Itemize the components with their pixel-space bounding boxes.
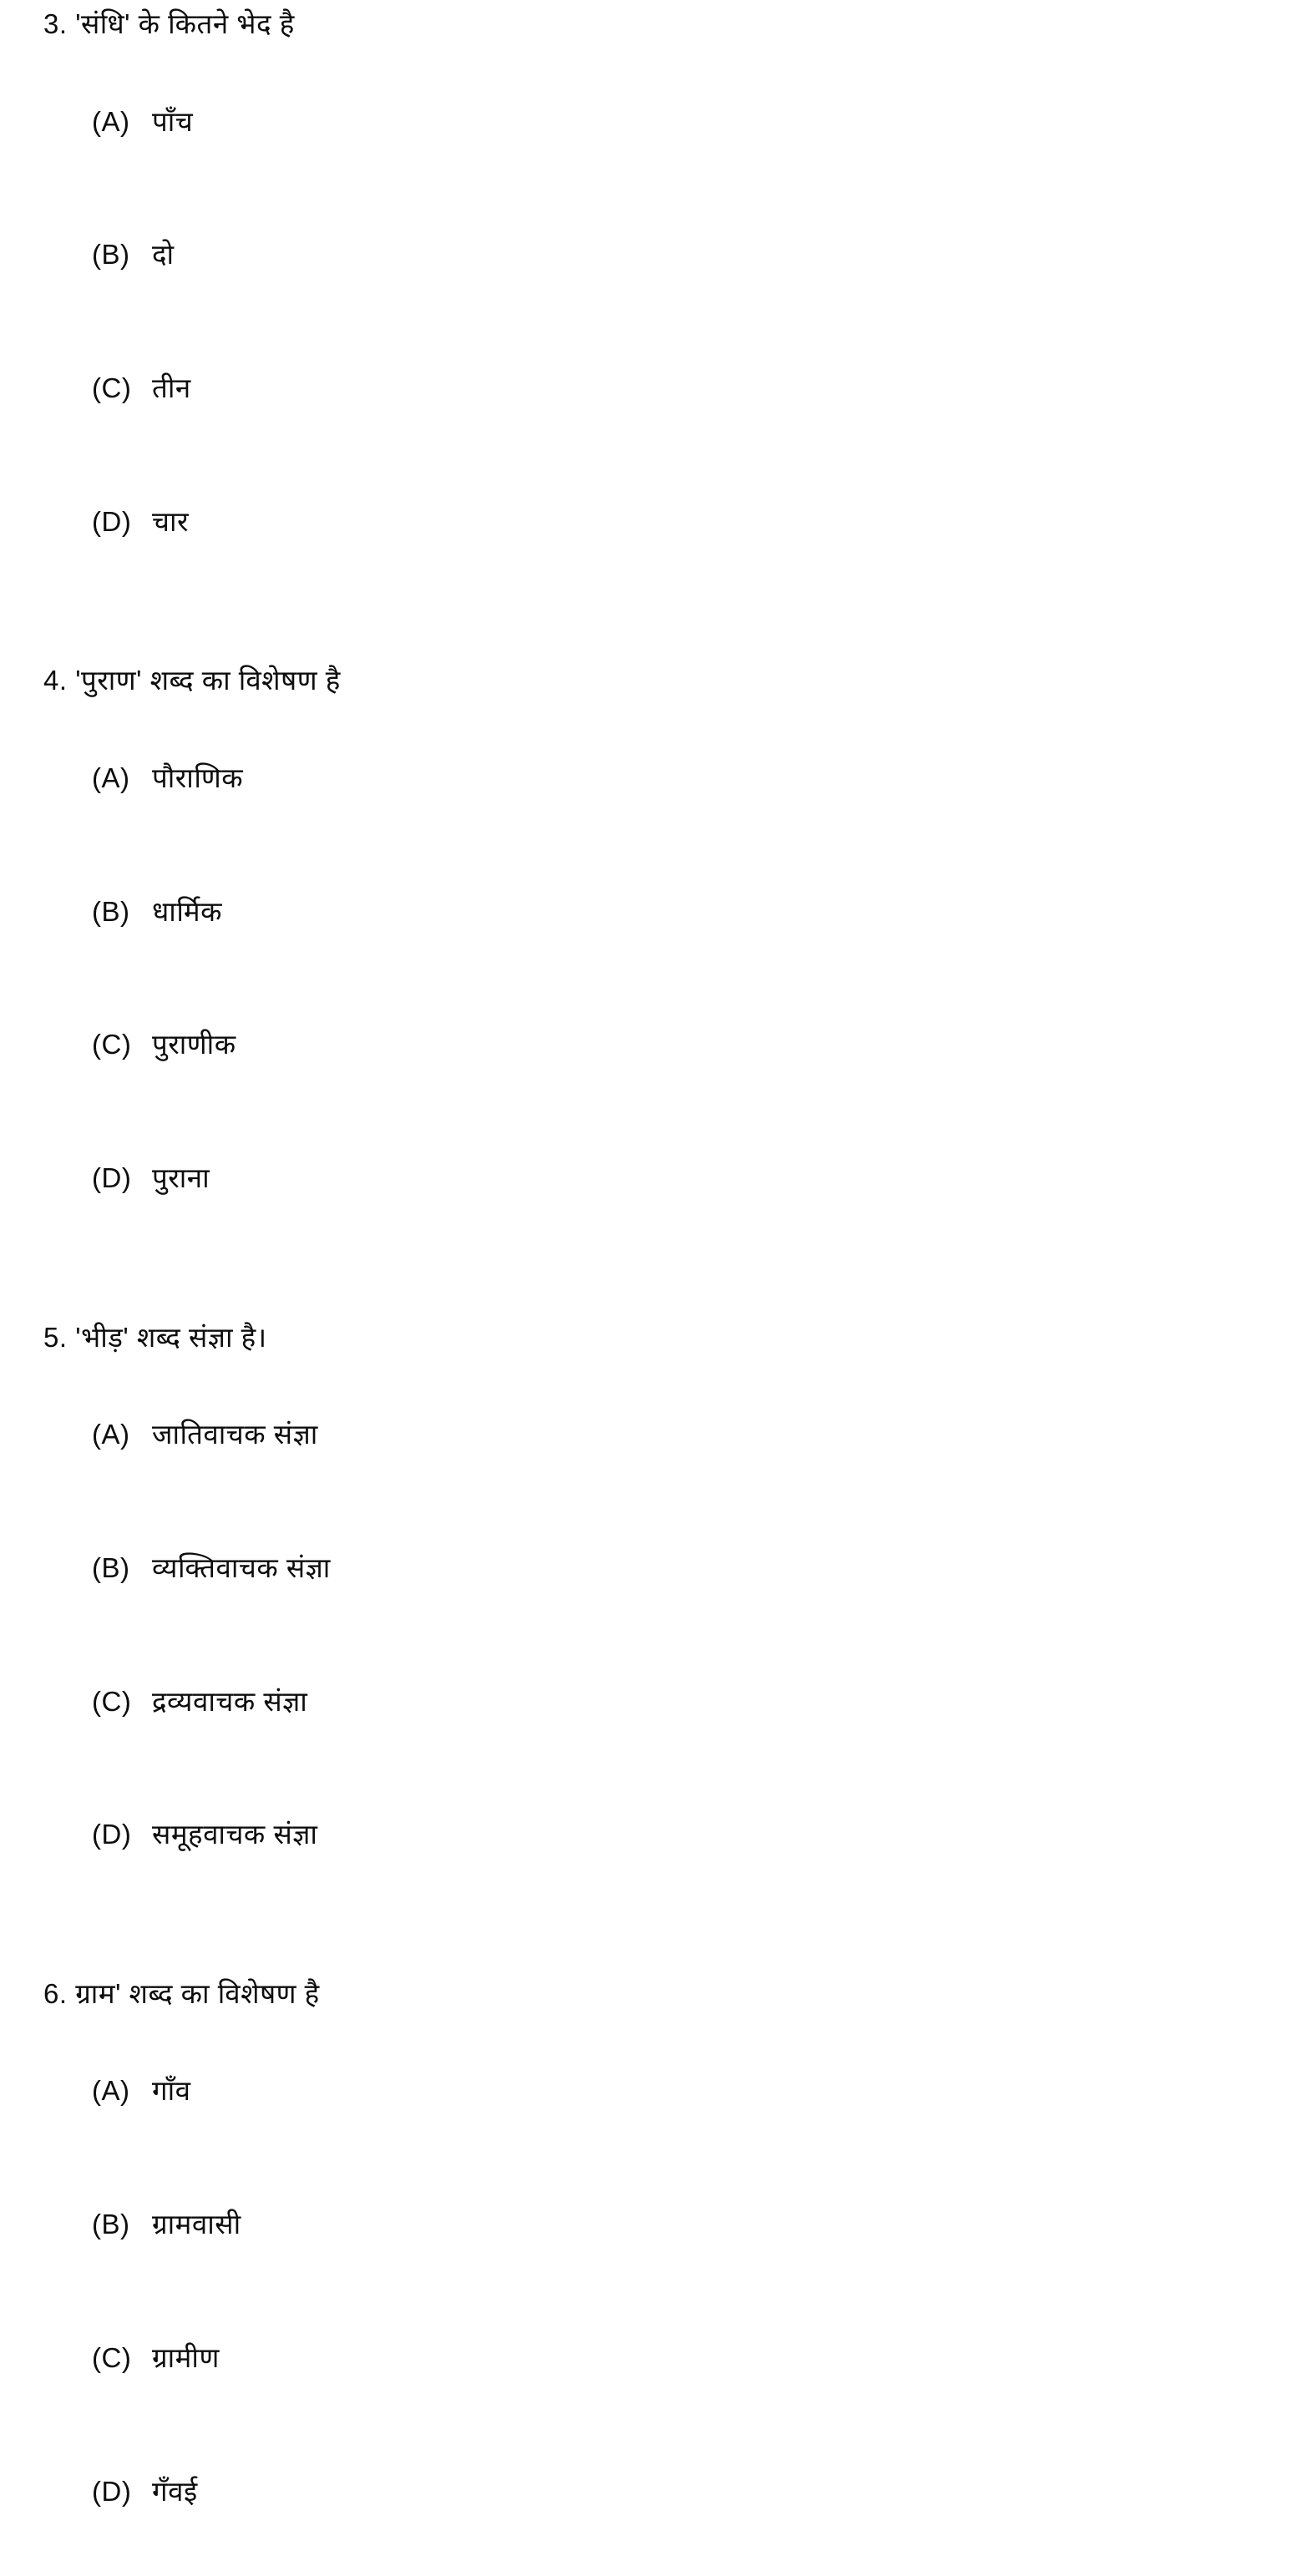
- option-row[interactable]: [43, 993, 1242, 1096]
- option-text: चार: [152, 505, 190, 537]
- option-row[interactable]: [43, 470, 1242, 574]
- option-label: (A): [92, 105, 130, 137]
- option-text: पुराणीक: [152, 1029, 236, 1060]
- option-label: (D): [92, 1819, 132, 1850]
- option-text: गँवई: [152, 2475, 198, 2507]
- question-block: [43, 663, 1242, 1229]
- option-row[interactable]: [43, 1516, 1242, 1620]
- option-label: (B): [92, 2209, 130, 2239]
- question-text: 4. 'पुराण' शब्द का विशेषण है: [43, 665, 341, 696]
- option-text: जातिवाचक संज्ञा: [152, 1419, 318, 1450]
- question-block: [43, 1976, 1242, 2543]
- option-label: (B): [92, 239, 130, 271]
- question-text: 6. ग्राम' शब्द का विशेषण है: [43, 1977, 320, 2009]
- option-label: (B): [92, 1551, 130, 1583]
- option-text: तीन: [152, 372, 191, 403]
- option-text: पौराणिक: [152, 762, 244, 793]
- option-row[interactable]: [43, 2039, 1242, 2143]
- option-text: ग्रामीण: [152, 2341, 220, 2373]
- option-row[interactable]: [43, 1649, 1242, 1753]
- option-text: गाँव: [152, 2075, 191, 2107]
- question-text: 5. 'भीड़' शब्द संज्ञा है।: [43, 1321, 267, 1353]
- option-row[interactable]: [43, 203, 1242, 306]
- option-row[interactable]: [43, 2439, 1242, 2543]
- option-label: (C): [92, 1685, 132, 1717]
- option-row[interactable]: [43, 2306, 1242, 2410]
- option-row[interactable]: [43, 859, 1242, 963]
- option-row[interactable]: [43, 1783, 1242, 1886]
- option-text: द्रव्यवाचक संज्ञा: [152, 1685, 308, 1717]
- question-block: [43, 7, 1242, 573]
- option-text: दो: [152, 239, 175, 271]
- option-label: (D): [92, 2475, 132, 2507]
- option-text: धार्मिक: [152, 895, 222, 927]
- option-text: समूहवाचक संज्ञा: [152, 1819, 318, 1850]
- option-label: (A): [92, 1419, 130, 1450]
- option-text: व्यक्तिवाचक संज्ञा: [152, 1551, 331, 1583]
- option-text: ग्रामवासी: [152, 2209, 241, 2239]
- option-label: (C): [92, 2341, 132, 2373]
- option-label: (D): [92, 505, 132, 537]
- option-row[interactable]: [43, 726, 1242, 830]
- option-row[interactable]: [43, 2173, 1242, 2276]
- option-row[interactable]: [43, 69, 1242, 173]
- option-label: (B): [92, 895, 130, 927]
- option-label: (C): [92, 1029, 132, 1060]
- option-row[interactable]: [43, 1383, 1242, 1486]
- option-label: (A): [92, 2075, 130, 2107]
- option-text: पाँच: [152, 105, 194, 137]
- option-label: (C): [92, 372, 132, 403]
- option-text: पुराना: [152, 1162, 210, 1193]
- option-row[interactable]: [43, 1126, 1242, 1230]
- option-row[interactable]: [43, 337, 1242, 440]
- option-label: (A): [92, 762, 130, 793]
- option-label: (D): [92, 1162, 132, 1193]
- question-text: 3. 'संधि' के कितने भेद है: [43, 8, 295, 39]
- question-block: [43, 1320, 1242, 1886]
